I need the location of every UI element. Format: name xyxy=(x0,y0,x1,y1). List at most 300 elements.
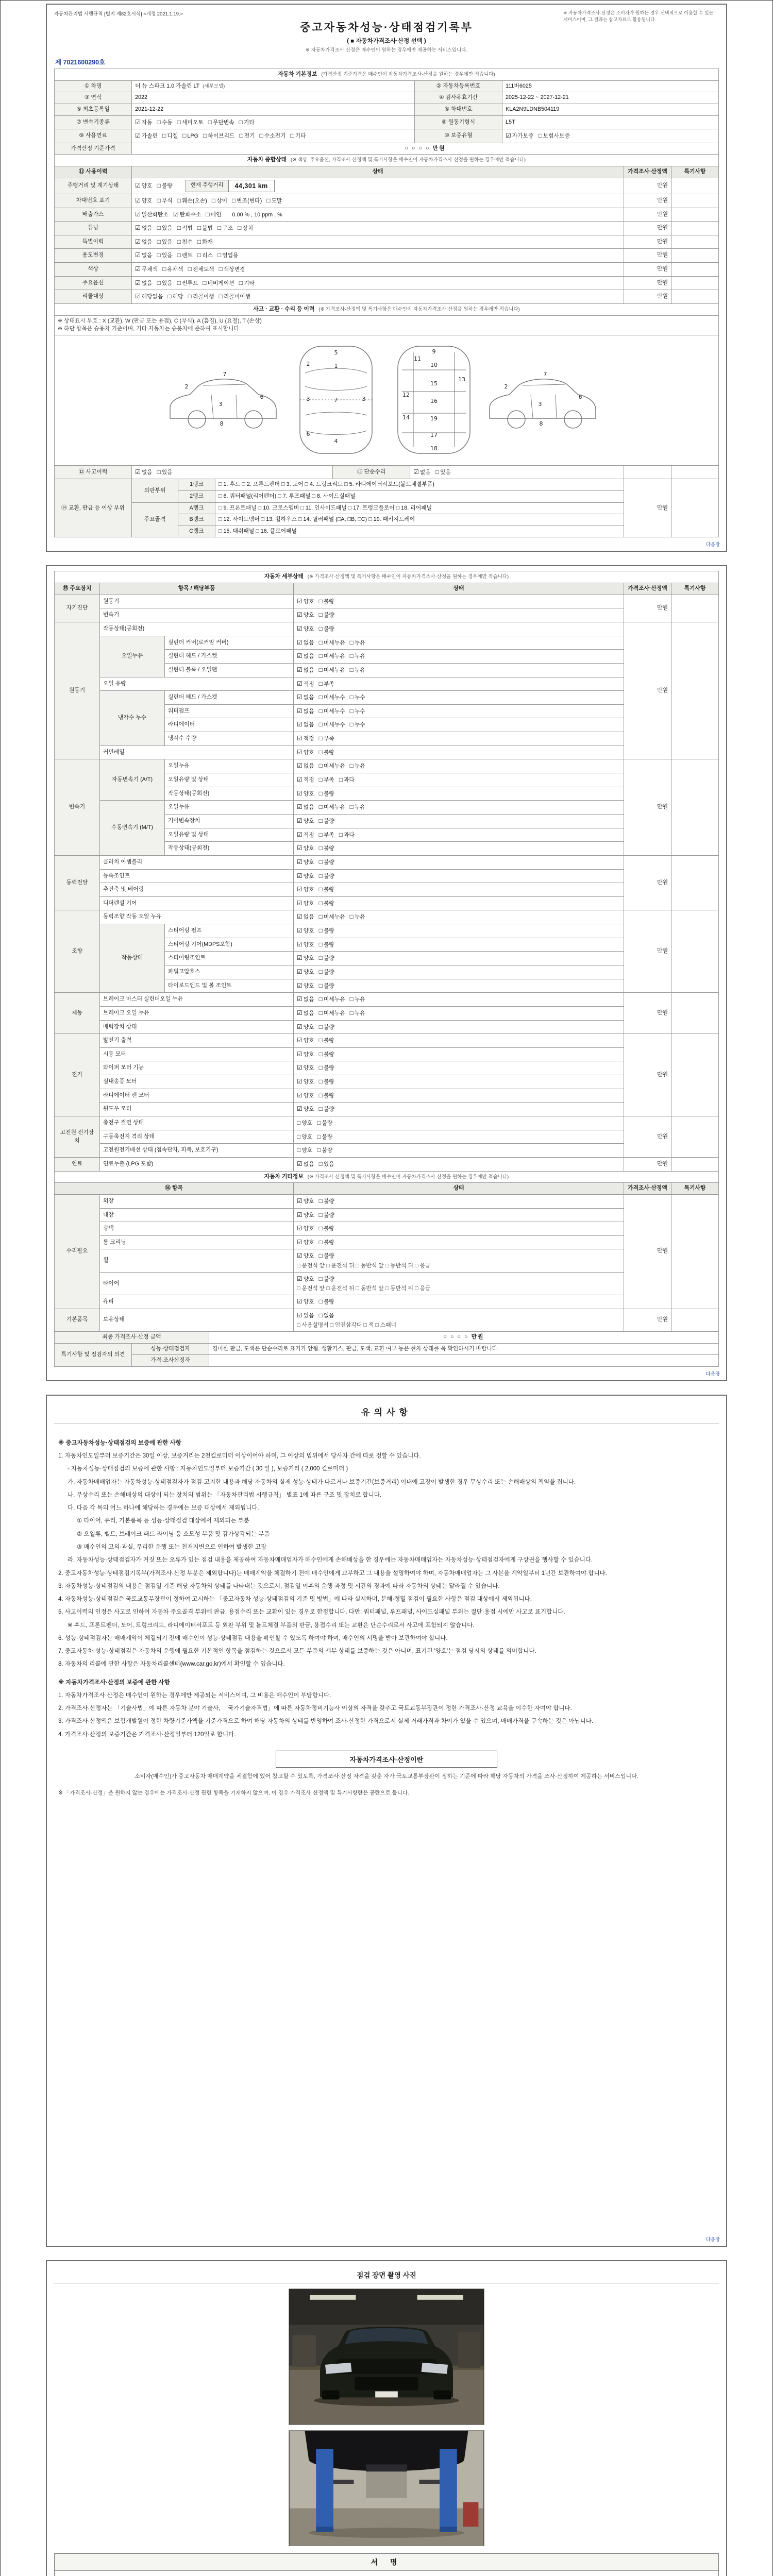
checkbox-option: ☑ 양호 xyxy=(297,844,314,852)
mileage-box xyxy=(186,180,275,192)
empty-checkbox-icon: □ xyxy=(318,1275,323,1282)
checkbox-option: □ 수소전기 xyxy=(259,132,286,140)
overall-row xyxy=(55,208,719,222)
item-label: 워터펌프 xyxy=(165,704,294,718)
notice-line: 8. 자동차의 리콜에 관한 사항은 자동차리콜센터(www.car.go.kr)에서 확인할 수 있습니다. xyxy=(58,1661,285,1668)
device-group: 고전원 전기장치 xyxy=(55,1116,100,1158)
diagram-number: 15 xyxy=(430,380,438,387)
item-label: 시동 모터 xyxy=(100,1047,294,1061)
checkbox-option: □ 리콜이행 xyxy=(188,293,214,300)
checkbox-option: □ 누유 xyxy=(349,995,365,1003)
item-state xyxy=(294,759,624,773)
empty-checkbox-icon: □ xyxy=(318,1298,323,1306)
detail-row xyxy=(55,869,719,883)
item-label: 기어변속장치 xyxy=(165,814,294,828)
zone-label: 주요골격 xyxy=(132,502,178,537)
empty-checkbox-icon: □ xyxy=(217,251,222,259)
empty-checkbox-icon: □ xyxy=(318,1311,323,1319)
checkbox-option: □ 기타 xyxy=(239,279,255,286)
photo-section-title: 점검 장면 촬영 사진 xyxy=(54,2266,719,2283)
table-row xyxy=(55,1331,719,1343)
checkbox-option: □ 불량 xyxy=(318,844,334,852)
item-label: 보유상태 xyxy=(100,1309,294,1331)
notice-line: 1. 자동차인도일부터 보증기간은 30일 이상, 보증거리는 2천킬로미터 이상이어야 하며, 그 이상의 범위에서 당사자 간에 따로 정할 수 있습니다. xyxy=(58,1453,421,1460)
item-label: 파워고압호스 xyxy=(165,965,294,979)
price-cell: 만원 xyxy=(624,1194,671,1309)
checkbox-option: □ 불량 xyxy=(318,1078,334,1086)
checked-checkbox-icon: ☑ xyxy=(297,1160,303,1167)
rank-row xyxy=(55,502,719,514)
item-label: 타이로드엔드 및 볼 조인트 xyxy=(165,979,294,993)
checkbox-option: ☑ 양호 xyxy=(297,899,314,907)
checkbox-option: ☑ 없음 xyxy=(297,762,314,770)
checkbox-option: ☑ 양호 xyxy=(297,1091,314,1099)
row-label: 특별이력 xyxy=(55,235,132,249)
field-label: ⑤ 최초등록일 xyxy=(55,104,132,115)
note-cell xyxy=(671,222,719,235)
diagram-number: 8 xyxy=(539,420,543,427)
item-label: 실린더 헤드 / 가스켓 xyxy=(165,650,294,664)
diagram-number: 7 xyxy=(543,370,547,378)
checkbox-option: ☑ 자가보증 xyxy=(506,132,534,140)
checked-checkbox-icon: ☑ xyxy=(297,886,303,893)
checked-checkbox-icon: ☑ xyxy=(297,776,303,784)
checkbox-option: ☑ 자동 xyxy=(135,118,153,126)
empty-checkbox-icon: □ xyxy=(318,1091,323,1099)
opinion-text xyxy=(209,1355,719,1367)
checkbox-option: ☑ 탄화수소 xyxy=(173,210,201,218)
checked-checkbox-icon: ☑ xyxy=(135,118,141,126)
checked-checkbox-icon: ☑ xyxy=(297,666,303,673)
note-cell xyxy=(671,1194,719,1309)
detail-row xyxy=(55,1075,719,1089)
checked-checkbox-icon: ☑ xyxy=(297,748,303,756)
notice-line: 라. 자동차성능·상태점검자가 거짓 또는 오류가 있는 점검 내용을 제공하여 자동차매매업자가 매수인에게 손해배상을 한 경우에는 자동차매매업자는 자동차성능·상태점검자에게 구상권을 행사할 수 있습니다. xyxy=(68,1557,593,1564)
row-label: 색상 xyxy=(55,263,132,277)
empty-checkbox-icon: □ xyxy=(317,1119,321,1127)
checkbox-option: □ 부식 xyxy=(157,196,173,204)
item-label: 발전기 출력 xyxy=(100,1034,294,1048)
basic-info-table xyxy=(54,69,719,155)
checkbox-option: ☑ 양호 xyxy=(297,858,314,866)
detail-row xyxy=(55,855,719,869)
overall-row xyxy=(55,178,719,194)
detail-row xyxy=(55,1006,719,1020)
note-cell xyxy=(671,1309,719,1331)
table-header xyxy=(55,1183,719,1195)
field-value xyxy=(132,129,415,143)
checkbox-option: □ 누유 xyxy=(349,666,365,673)
empty-checkbox-icon: □ xyxy=(188,293,192,300)
item-label: 내장 xyxy=(100,1208,294,1222)
detail-row xyxy=(55,883,719,897)
device-group: 조향 xyxy=(55,910,100,993)
item-state xyxy=(294,663,624,677)
diagram-number: 13 xyxy=(458,376,465,383)
checkbox-option: ☑ 양호 xyxy=(297,624,314,632)
item-state xyxy=(294,1235,624,1249)
item-state xyxy=(294,773,624,787)
checkbox-option: □ 미세누유 xyxy=(318,762,345,770)
checkbox-option: □ 침수 xyxy=(177,238,193,245)
checked-checkbox-icon: ☑ xyxy=(297,1091,303,1099)
checkbox-option: ☑ 적정 xyxy=(297,831,314,838)
field-value: 2021-12-22 xyxy=(132,104,415,115)
diagram-number: 2 xyxy=(306,360,310,367)
checked-checkbox-icon: ☑ xyxy=(297,638,303,646)
checkbox-option: □ 리콜미이행 xyxy=(219,293,250,300)
item-label: 스티어링 기어(MDPS포함) xyxy=(165,938,294,952)
page-1 xyxy=(46,4,727,552)
item-state xyxy=(294,979,624,993)
final-price-value: ○ ○ ○ ○ 만원 xyxy=(209,1331,719,1343)
checked-checkbox-icon: ☑ xyxy=(297,707,303,715)
item-label: 브레이크 마스터 실린더오일 누유 xyxy=(100,993,294,1007)
empty-checkbox-icon: □ xyxy=(349,693,354,701)
checkbox-option: □ 불량 xyxy=(318,1037,334,1044)
empty-checkbox-icon: □ xyxy=(157,279,161,286)
checked-checkbox-icon: ☑ xyxy=(297,597,303,605)
empty-checkbox-icon: □ xyxy=(318,927,323,935)
opinion-role: 가격·조사산정자 xyxy=(132,1355,209,1367)
empty-checkbox-icon: □ xyxy=(318,803,323,811)
notice-line: 6. 성능·상태점검자는 매매계약이 체결되기 전에 매수인이 성능·상태점검 내용을 확인할 수 있도록 하여야 하며, 매수인의 서명을 받아 보관하여야 합니다. xyxy=(58,1635,448,1641)
price-cell: 만원 xyxy=(624,263,671,277)
price-cell: 만원 xyxy=(624,759,671,855)
notice-box-body: 소비자(매수인)가 중고자동차 매매계약을 체결함에 있어 참고할 수 있도록, 가격조사·산정 자격을 갖춘 자가 국토교통부장관이 정하는 기준에 따라 해당 자동차의 가격을 조사·산정하여 제공하는 서비스입니다. xyxy=(135,1773,638,1780)
checked-checkbox-icon: ☑ xyxy=(297,1105,303,1113)
price-cell: 만원 xyxy=(624,1034,671,1116)
item-state xyxy=(294,787,624,801)
note-cell xyxy=(671,1116,719,1158)
item-label: 라디에이터 팬 모터 xyxy=(100,1089,294,1103)
item-label: 원동기 xyxy=(100,595,294,608)
checkbox-option: ☑ 가솔린 xyxy=(135,132,158,140)
detail-row xyxy=(55,924,719,938)
checkbox-option: ☑ 일산화탄소 xyxy=(135,210,169,218)
column-header: 항목 / 해당부품 xyxy=(100,583,294,595)
checked-checkbox-icon: ☑ xyxy=(413,468,419,476)
notice-line: 5. 사고이력의 인정은 사고로 인하여 자동차 주요골격 부위에 판금, 용접수리 또는 교환이 있는 경우로 한정합니다. 다만, 쿼터패널, 루프패널, 사이드실패널 부위는 절단·용접 시에만 사고로 표기합니다. xyxy=(58,1609,565,1616)
checkbox-option: □ 불량 xyxy=(318,968,334,975)
checkbox-option: □ 도말 xyxy=(266,196,282,204)
note-cell xyxy=(671,208,719,222)
checkbox-option: ☑ 양호 xyxy=(297,981,314,989)
price-cell: 만원 xyxy=(624,1157,671,1171)
checked-checkbox-icon: ☑ xyxy=(297,968,303,975)
item-state xyxy=(294,938,624,952)
detail-row xyxy=(55,1144,719,1158)
checkbox-option: □ 부족 xyxy=(318,735,334,742)
item-label: 충전구 절연 상태 xyxy=(100,1116,294,1130)
checked-checkbox-icon: ☑ xyxy=(297,831,303,838)
page-4 xyxy=(46,2260,727,2576)
checkbox-option: □ 불량 xyxy=(318,1050,334,1058)
opinion-label: 특기사항 및 점검자의 의견 xyxy=(55,1343,132,1366)
checked-checkbox-icon: ☑ xyxy=(297,1064,303,1072)
empty-checkbox-icon: □ xyxy=(318,680,323,687)
checkbox-option: □ 미세누수 xyxy=(318,707,345,715)
checkbox-option: □ 양호 xyxy=(297,1119,313,1127)
checked-checkbox-icon: ☑ xyxy=(297,1197,303,1205)
empty-checkbox-icon: □ xyxy=(197,251,201,259)
table-row xyxy=(55,80,719,92)
item-label: 클러치 어셈블리 xyxy=(100,855,294,869)
item-label: 실린더 커버(로커암 커버) xyxy=(165,636,294,650)
notice-line: - 자동차성능·상태점검의 보증에 관한 사항 : 자동차인도일부터 보증기간 ( 30 일 ), 보증거리 ( 2,000 킬로미터 ) xyxy=(68,1466,348,1472)
field-label: ⑨ 사용연료 xyxy=(55,129,132,143)
checkbox-option: □ 불량 xyxy=(318,1197,334,1205)
note-cell xyxy=(671,993,719,1034)
column-header: ⑯ 항목 xyxy=(55,1183,294,1195)
checkbox-option: ☑ 양호 xyxy=(297,817,314,824)
empty-checkbox-icon: □ xyxy=(318,652,323,660)
checkbox-option: ☑ 없음 xyxy=(135,251,153,259)
checkbox-option: □ 누유 xyxy=(349,913,365,921)
empty-checkbox-icon: □ xyxy=(318,1197,323,1205)
checkbox-option: □ 과다 xyxy=(339,831,355,838)
checkbox-option: ☑ 없음 xyxy=(135,238,153,245)
checked-checkbox-icon: ☑ xyxy=(297,858,303,866)
table-row xyxy=(55,115,719,129)
diagram-number: 7 xyxy=(223,370,227,378)
checkbox-option: □ 화재 xyxy=(197,238,213,245)
detail-row xyxy=(55,1061,719,1075)
checkbox-option: □ 변조(변타) xyxy=(232,196,262,204)
empty-checkbox-icon: □ xyxy=(157,118,161,126)
item-label: 실린더 블록 / 오일팬 xyxy=(165,663,294,677)
checkbox-option: □ 미세누유 xyxy=(318,638,345,646)
row-state xyxy=(132,263,624,277)
device-group: 자기진단 xyxy=(55,595,100,622)
note-cell xyxy=(671,178,719,194)
document-subtitle-note: ※ 자동차가격조사·산정은 매수인이 원하는 경우에만 제공하는 서비스입니다. xyxy=(305,47,468,53)
item-state xyxy=(294,801,624,815)
section-title-accident: 사고 · 교환 · 수리 등 이력 (※ 가격조사·산정액 및 특기사항은 매수인이 자동차가격조사·산정을 원하는 경우에만 적습니다) xyxy=(55,304,719,316)
note-cell xyxy=(671,235,719,249)
checkbox-option: ☑ 없음 xyxy=(297,721,314,728)
checkbox-option: □ 불량 xyxy=(317,1132,333,1140)
item-state xyxy=(294,1130,624,1144)
checkbox-option: □ 불량 xyxy=(318,1252,334,1260)
checked-checkbox-icon: ☑ xyxy=(135,251,141,259)
row-state xyxy=(132,276,624,290)
item-state xyxy=(294,622,624,636)
mileage-label: 현재 주행거리 xyxy=(186,180,229,192)
checkbox-option: □ 색상변경 xyxy=(219,265,245,273)
device-group: 기본품목 xyxy=(55,1309,100,1331)
item-label: 오일누유 xyxy=(165,759,294,773)
empty-checkbox-icon: □ xyxy=(167,293,172,300)
checkbox-option: ☑ 없음 xyxy=(297,693,314,701)
empty-checkbox-icon: □ xyxy=(217,224,222,232)
notice-line: 1. 자동차가격조사·산정은 매수인이 원하는 경우에만 제공되는 서비스이며, 그 비용은 매수인이 부담합니다. xyxy=(58,1692,331,1699)
row-label: 차대번호 표기 xyxy=(55,194,132,208)
checkbox-option: □ 양호 xyxy=(297,1146,313,1154)
checkbox-option: ☑ 있음 xyxy=(297,1311,314,1319)
checked-checkbox-icon: ☑ xyxy=(297,844,303,852)
note-cell xyxy=(671,1157,719,1171)
checked-checkbox-icon: ☑ xyxy=(297,1050,303,1058)
price-cell: 만원 xyxy=(624,479,671,537)
detail-row xyxy=(55,636,719,650)
item-label: 유리 xyxy=(100,1295,294,1309)
checkbox-option: □ 불량 xyxy=(318,981,334,989)
empty-checkbox-icon: □ xyxy=(318,1064,323,1072)
section-title-detail: 자동차 세부상태 (※ 가격조사·산정액 및 특기사항은 매수인이 자동차가격조사·산정을 원하는 경우에만 적습니다) xyxy=(55,571,719,583)
checked-checkbox-icon: ☑ xyxy=(297,803,303,811)
empty-checkbox-icon: □ xyxy=(318,1050,323,1058)
price-cell: 만원 xyxy=(624,1309,671,1331)
empty-checkbox-icon: □ xyxy=(318,913,323,921)
price-cell xyxy=(624,465,671,479)
notice-line: 3. 가격조사·산정액은 보험개발원이 정한 차량기준가액을 기준가격으로 하여 해당 자동차의 상태를 반영하여 조사·산정한 가격으로서 실제 거래가격과 차이가 있을 수 있으며, 매매가격을 구속하는 것은 아닙니다. xyxy=(58,1718,594,1725)
item-state xyxy=(294,1034,624,1048)
empty-checkbox-icon: □ xyxy=(206,210,210,218)
device-group: 연료 xyxy=(55,1157,100,1171)
checked-checkbox-icon: ☑ xyxy=(297,817,303,824)
checkbox-option: □ 불량 xyxy=(318,1105,334,1113)
item-state xyxy=(294,595,624,608)
empty-checkbox-icon: □ xyxy=(238,224,242,232)
table-row xyxy=(55,104,719,115)
checkbox-option: ☑ 양호 xyxy=(297,1105,314,1113)
item-label: 디퍼렌셜 기어 xyxy=(100,896,294,910)
item-state xyxy=(294,993,624,1007)
checkbox-option: ☑ 양호 xyxy=(297,886,314,893)
field-label: ④ 검사유효기간 xyxy=(415,92,502,104)
checkbox-option: ☑ 양호 xyxy=(297,1211,314,1218)
empty-checkbox-icon: □ xyxy=(318,693,323,701)
item-state xyxy=(294,1295,624,1309)
diagram-number: 1 xyxy=(334,362,338,369)
item-state xyxy=(294,1309,624,1331)
item-category: 자동변속기 (A/T) xyxy=(100,759,165,801)
section-title-overall: 자동차 종합상태 (※ 색상, 주요옵션, 가격조사·산정액 및 특기사항은 매수인이 자동차가격조사·산정을 원하는 경우에만 적습니다) xyxy=(55,155,719,166)
empty-checkbox-icon: □ xyxy=(318,981,323,989)
note-cell xyxy=(671,263,719,277)
empty-checkbox-icon: □ xyxy=(318,762,323,770)
checked-checkbox-icon: ☑ xyxy=(297,995,303,1003)
diagram-number: 3 xyxy=(362,395,366,402)
empty-checkbox-icon: □ xyxy=(317,1132,321,1140)
row-label: 배출가스 xyxy=(55,208,132,222)
checkbox-option: ☑ 없음 xyxy=(135,224,153,232)
field-value xyxy=(502,129,719,143)
item-state xyxy=(294,745,624,759)
base-price-value: ○ ○ ○ ○ 만원 xyxy=(132,143,719,155)
price-cell: 만원 xyxy=(624,622,671,759)
checkbox-option: □ 부족 xyxy=(318,776,334,784)
note-cell xyxy=(671,276,719,290)
inspection-fee xyxy=(55,2571,718,2576)
device-group: 원동기 xyxy=(55,622,100,759)
checked-checkbox-icon: ☑ xyxy=(297,954,303,962)
final-price-table xyxy=(54,1331,719,1344)
notice-tail: ※ 「가격조사·산정」을 원하지 않는 경우에는 가격조사·산정 관련 항목을 기재하지 않으며, 이 경우 가격조사·산정액 및 특기사항란은 공란으로 둡니다. xyxy=(58,1789,410,1796)
checkbox-option: □ 미세누유 xyxy=(318,652,345,660)
checked-checkbox-icon: ☑ xyxy=(297,1311,303,1319)
page-3 xyxy=(46,1395,727,2247)
checkbox-option: □ 세미오토 xyxy=(177,118,204,126)
checkbox-option: ☑ 적정 xyxy=(297,776,314,784)
notice-line: 2. 가격조사·산정자는 「기술사법」에 따른 자동차 분야 기술사, 「국가기술자격법」에 따른 자동차정비기능사 이상의 자격을 갖추고 국토교통부장관이 정한 가격조사·산정 교육을 이수한 자여야 합니다. xyxy=(58,1705,572,1712)
empty-checkbox-icon: □ xyxy=(177,224,181,232)
item-state xyxy=(294,704,624,718)
empty-checkbox-icon: □ xyxy=(318,776,323,784)
field-value xyxy=(410,465,624,479)
checkbox-option: □ 불량 xyxy=(318,954,334,962)
checkbox-option: ☑ 없음 xyxy=(297,1160,314,1167)
field-value: KLA2N9LDNB504119 xyxy=(502,104,719,115)
checkbox-option: □ 무단변속 xyxy=(208,118,234,126)
checked-checkbox-icon: ☑ xyxy=(297,624,303,632)
diagram-number: 10 xyxy=(430,361,438,368)
zone-label: 외판부위 xyxy=(132,479,178,502)
checked-checkbox-icon: ☑ xyxy=(297,1009,303,1016)
item-state xyxy=(294,1249,624,1272)
diagram-number: 4 xyxy=(334,437,338,445)
empty-checkbox-icon: □ xyxy=(318,1078,323,1086)
item-state xyxy=(294,636,624,650)
checked-checkbox-icon: ☑ xyxy=(297,940,303,948)
empty-checkbox-icon: □ xyxy=(318,1238,323,1246)
note-cell xyxy=(671,759,719,855)
row-label: 용도변경 xyxy=(55,249,132,263)
item-label: 연료누출 (LPG 포함) xyxy=(100,1157,294,1171)
item-state xyxy=(294,1075,624,1089)
empty-checkbox-icon: □ xyxy=(157,196,161,204)
checkbox-option: □ 썬루프 xyxy=(177,279,198,286)
empty-checkbox-icon: □ xyxy=(318,954,323,962)
empty-checkbox-icon: □ xyxy=(162,265,166,273)
checkbox-option: ☑ 없음 xyxy=(135,468,153,476)
empty-checkbox-icon: □ xyxy=(266,196,271,204)
checkbox-option: ☑ 양호 xyxy=(297,611,314,619)
checkbox-option: □ 불량 xyxy=(317,1119,333,1127)
checkbox-option: □ 미세누유 xyxy=(318,803,345,811)
device-group: 수리필요 xyxy=(55,1194,100,1309)
item-label: 작동상태(공회전) xyxy=(100,622,294,636)
item-state xyxy=(294,650,624,664)
item-state xyxy=(294,1222,624,1236)
item-label: 오일유량 및 상태 xyxy=(165,773,294,787)
table-row xyxy=(55,1355,719,1367)
item-label: 작동상태(공회전) xyxy=(165,787,294,801)
field-label: ⑫ 사고이력 xyxy=(55,465,132,479)
checkbox-option: □ 구조 xyxy=(217,224,233,232)
checkbox-option: □ 누유 xyxy=(349,638,365,646)
diagram-number: 9 xyxy=(432,348,436,355)
checkbox-option: □ 불량 xyxy=(318,1298,334,1306)
column-header: 상태 xyxy=(294,583,624,595)
item-label: 라디에이터 xyxy=(165,718,294,732)
mileage-value: 44,301 km xyxy=(234,182,268,190)
checked-checkbox-icon: ☑ xyxy=(135,181,141,189)
checked-checkbox-icon: ☑ xyxy=(297,652,303,660)
overall-row xyxy=(55,194,719,208)
column-header: 가격조사·산정액 xyxy=(624,1183,671,1195)
parts-list: □ 6. 쿼터패널(리어펜더) □ 7. 루프패널 □ 8. 사이드실패널 xyxy=(215,490,624,502)
checkbox-option: ☑ 양호 xyxy=(297,748,314,756)
empty-checkbox-icon: □ xyxy=(239,118,243,126)
empty-checkbox-icon: □ xyxy=(318,886,323,893)
empty-checkbox-icon: □ xyxy=(177,118,181,126)
checkbox-option: □ 훼손(오손) xyxy=(177,196,207,204)
checkbox-option: □ 디젤 xyxy=(162,132,178,140)
field-label: ⑧ 원동기형식 xyxy=(415,115,502,129)
empty-checkbox-icon: □ xyxy=(349,1009,354,1016)
